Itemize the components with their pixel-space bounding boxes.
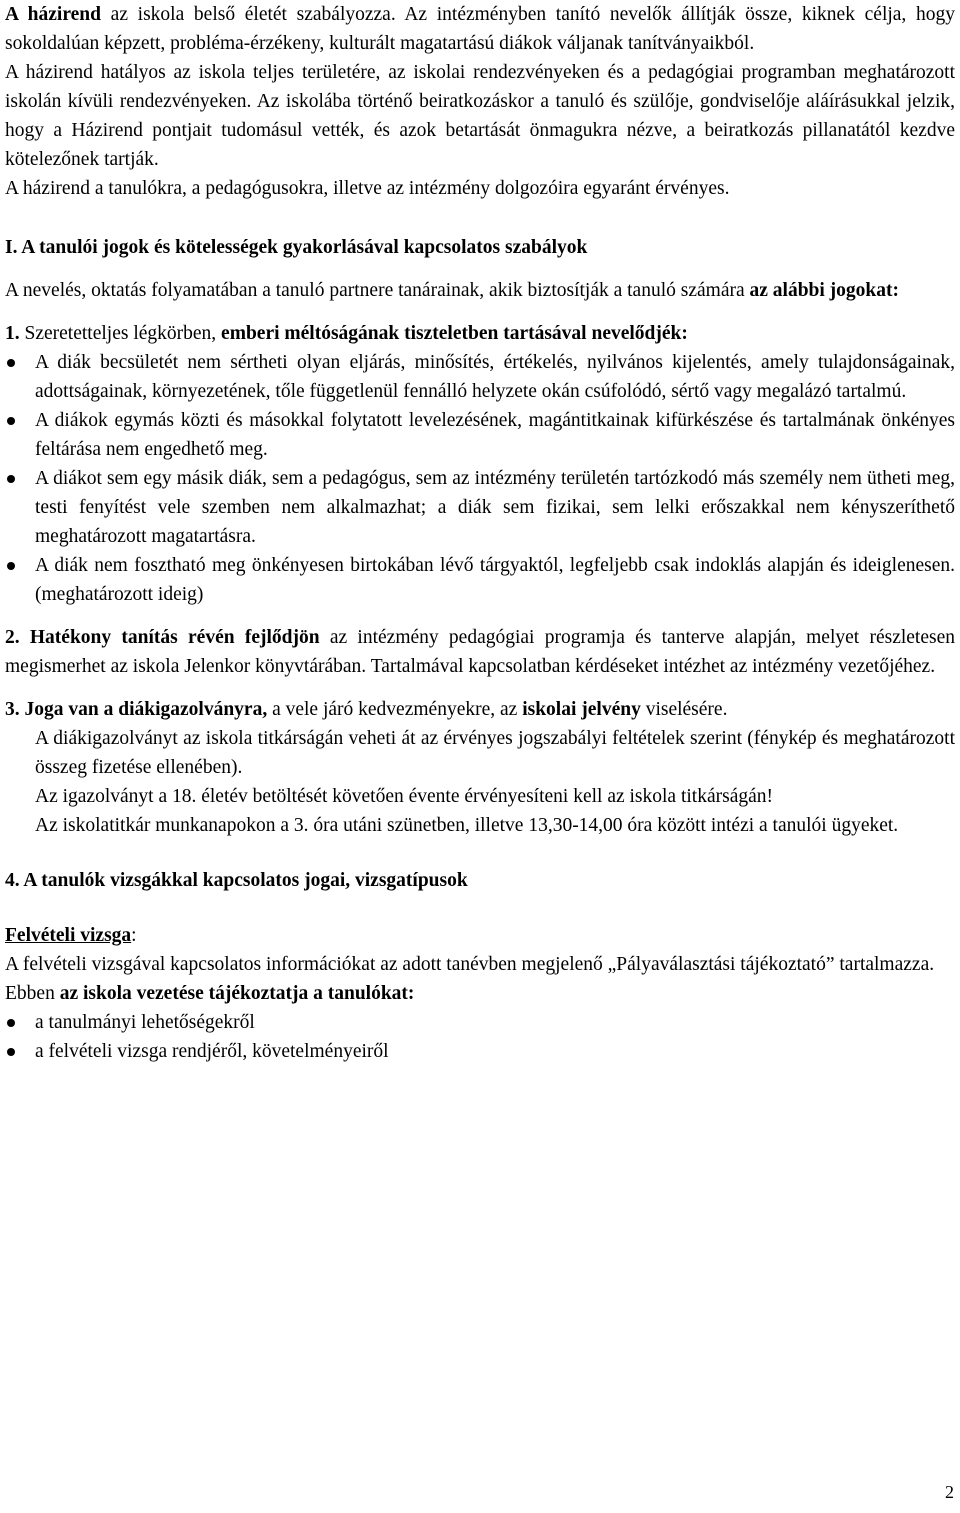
section-intro (5, 276, 955, 305)
intro-paragraph-1 (5, 0, 955, 58)
list-item (5, 406, 955, 464)
item-3-bold-2: iskolai jelvény (522, 699, 641, 720)
bullet-icon (7, 359, 15, 367)
item-2-text: az intézmény pedagógiai programja és tanterve alapján, melyet részletesen megismerhet az iskola Jelenkor könyvtárában. Tartalmával kapcsolatban kérdéseket intézhet az intézmény vezetőjéhez. (5, 627, 955, 677)
bullet-icon (7, 562, 15, 570)
list-item-text: A diákok egymás közti és másokkal folytatott levelezésének, magántitkainak kifürkészése és tartalmának önkényes feltárása nem engedhető meg. (35, 410, 955, 460)
list-item (5, 1008, 955, 1037)
item-1-bold: emberi méltóságának tiszteletben tartásával nevelődjék: (221, 323, 688, 344)
item-1-bullets (5, 348, 955, 609)
item-2-paragraph (5, 623, 955, 681)
intro-text: az iskola belső életét szabályozza. Az intézményben tanító nevelők állítják össze, kiknek célja, hogy sokoldalúan képzett, probléma-érzékeny, kulturált magatartású diákok váljanak tanítványaikból. (5, 4, 955, 54)
item-1-lead: Szeretetteljes légkörben, (19, 323, 222, 344)
intro-bold-lead: A házirend (5, 4, 101, 25)
bullet-icon (7, 1048, 15, 1056)
list-item (5, 1037, 955, 1066)
item-4-bullets (5, 1008, 955, 1066)
bullet-icon (7, 1019, 15, 1027)
item-3-mid: a vele járó kedvezményekre, az (267, 699, 523, 720)
item-4-sub-colon: : (131, 925, 137, 946)
item-4-heading: 4. A tanulók vizsgákkal kapcsolatos jogai, vizsgatípusok (5, 870, 468, 891)
section-heading: I. A tanulói jogok és kötelességek gyakorlásával kapcsolatos szabályok (5, 237, 588, 258)
item-3-line-3: Az iskolatitkár munkanapokon a 3. óra utáni szünetben, illetve 13,30-14,00 óra között intézi a tanulói ügyeket. (35, 815, 899, 836)
page-number: 2 (945, 1482, 954, 1502)
intro-paragraph-2: A házirend hatályos az iskola teljes területére, az iskolai rendezvényeken és a pedagógiai programban meghatározott iskolán kívüli rendezvényeken. Az iskolába történő beiratkozáskor a tanuló és szülője, gondviselője aláírásukkal jelzik, hogy a Házirend pontjait tudomásul vették, és azok betartását önmagukra nézve, a beiratkozás pillanatától kezdve kötelezőnek tartják. (5, 62, 955, 170)
list-item (5, 464, 955, 551)
section-intro-bold: az alábbi jogokat: (749, 280, 900, 301)
item-4-lead-bold: az iskola vezetése tájékoztatja a tanulókat: (59, 983, 415, 1004)
list-item (5, 551, 955, 609)
item-4-paragraph: A felvételi vizsgával kapcsolatos információkat az adott tanévben megjelenő „Pályaválasztási tájékoztató” tartalmazza. (5, 954, 935, 975)
item-2-number: 2. (5, 627, 20, 648)
list-item-text: a felvételi vizsga rendjéről, követelményeiről (35, 1041, 389, 1062)
item-3-line-2: Az igazolványt a 18. életév betöltését követően évente érvényesíteni kell az iskola titkárságán! (35, 786, 774, 807)
section-intro-text: A nevelés, oktatás folyamatában a tanuló partnere tanárainak, akik biztosítják a tanuló számára (5, 280, 750, 301)
bullet-icon (7, 475, 15, 483)
document-page (5, 0, 955, 1066)
item-1-number: 1. (5, 323, 20, 344)
list-item-text: A diák becsületét nem sértheti olyan eljárás, minősítés, értékelés, nyilvános kijelentés, amely tulajdonságainak, adottságainak, környezetének, tőle függetlenül fennálló helyzete okán csúfolódó, sértő vagy megalázó tartalmú. (35, 352, 955, 402)
list-item-text: a tanulmányi lehetőségekről (35, 1012, 255, 1033)
item-4-subheading (5, 921, 955, 950)
list-item-text: A diák nem fosztható meg önkényesen birtokában lévő tárgyaktól, legfeljebb csak indoklás alapján és ideiglenesen. (meghatározott ideig) (35, 555, 955, 605)
item-2-bold: Hatékony tanítás révén fejlődjön (19, 627, 320, 648)
item-3-end: viselésére. (640, 699, 728, 720)
item-4-sub-label: Felvételi vizsga (5, 925, 132, 946)
item-3-title (5, 695, 955, 724)
item-3-line-1: A diákigazolványt az iskola titkárságán veheti át az érvényes jogszabályi feltételek szerint (fénykép és meghatározott összeg fizetése ellenében). (35, 728, 955, 778)
item-1-title (5, 319, 955, 348)
intro-paragraph-3: A házirend a tanulókra, a pedagógusokra, illetve az intézmény dolgozóira egyaránt érvényes. (5, 178, 730, 199)
item-4-lead-text: Ebben (5, 983, 60, 1004)
item-3-number: 3. (5, 699, 20, 720)
bullet-icon (7, 417, 15, 425)
item-3-bold-1: Joga van a diákigazolványra, (19, 699, 268, 720)
list-item (5, 348, 955, 406)
item-4-lead (5, 979, 955, 1008)
list-item-text: A diákot sem egy másik diák, sem a pedagógus, sem az intézmény területén tartózkodó más személy nem ütheti meg, testi fenyítést vele szemben nem alkalmazhat; a diák sem fizikai, sem lelki erőszakkal nem kényszeríthető meghatározott magatartásra. (35, 468, 955, 547)
